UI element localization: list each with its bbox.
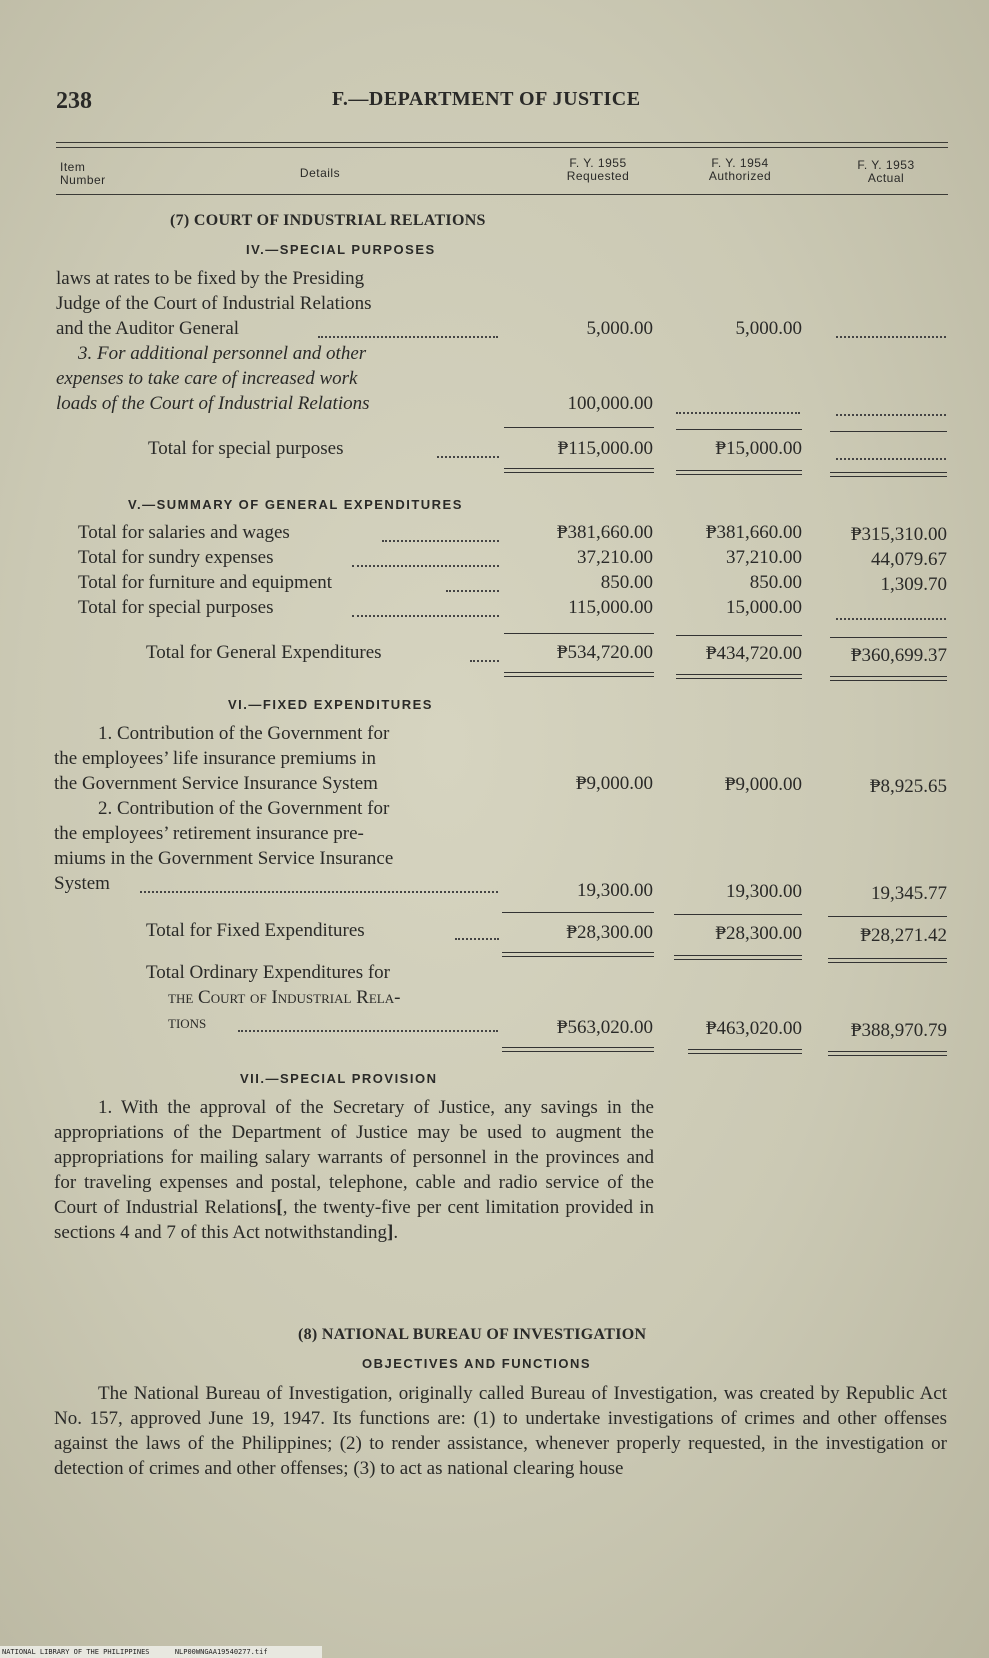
double-rule — [828, 958, 947, 963]
col-fy1953-label: Actual — [867, 171, 905, 185]
col-item-line1: Item — [60, 160, 86, 174]
sum-rule — [504, 633, 654, 634]
special-provision-main: 1. With the approval of the Secretary of Justice, any savings in the appropriations of the Department of Justice may be used to augment the appropriations for mailing salary warrants of personnel in the provinces and for traveling expenses and postal, telephone, cable and radio service of the Court of Industrial Relations — [54, 1097, 654, 1218]
double-rule — [674, 955, 802, 960]
header-rule-top-2 — [56, 147, 948, 148]
summary-row-4-1955: 115,000.00 — [568, 597, 653, 618]
leader-dots — [238, 1030, 498, 1032]
fixed-heading: VI.—FIXED EXPENDITURES — [228, 697, 433, 712]
col-details: Details — [299, 166, 341, 180]
fixed-item2-line-1: 2. Contribution of the Government for — [98, 798, 390, 819]
summary-heading: V.—SUMMARY OF GENERAL EXPENDITURES — [128, 497, 463, 512]
fixed-item2-line-4: System — [54, 873, 110, 894]
sum-rule — [502, 912, 654, 913]
special-provision-bracketed: , the twenty-five per cent limitation provided in sections 4 and 7 of this Act notwithstanding — [54, 1197, 654, 1243]
sum-rule — [504, 427, 654, 428]
leader-dots — [352, 565, 499, 567]
col-fy1954 — [690, 157, 790, 183]
page-header — [56, 88, 946, 128]
fixed-item1-1955: ₱9,000.00 — [575, 773, 653, 794]
ordinary-label-2: the Court of Industrial Rela- — [168, 987, 401, 1008]
summary-row-4-label: Total for special purposes — [78, 597, 274, 618]
ordinary-label-1: Total Ordinary Expenditures for — [146, 962, 391, 983]
double-rule — [502, 1047, 654, 1052]
leader-dots — [470, 660, 499, 662]
col-item-number — [60, 161, 140, 187]
summary-row-1-1955: ₱381,660.00 — [556, 522, 653, 543]
fixed-item1-1954: ₱9,000.00 — [724, 774, 802, 795]
nbi-title: (8) NATIONAL BUREAU OF INVESTIGATION — [298, 1326, 647, 1343]
leader-dots — [140, 891, 498, 893]
header-rule-top — [56, 142, 948, 143]
sum-rule — [674, 914, 802, 915]
ordinary-1954: ₱463,020.00 — [705, 1018, 802, 1039]
header-rule-bottom — [56, 194, 948, 195]
scan-footer — [0, 1646, 322, 1658]
col-fy1955 — [548, 157, 648, 183]
sp-total-1954: ₱15,000.00 — [715, 438, 802, 459]
footer-code: NLP00WNGAA19540277.tif — [174, 1648, 268, 1656]
summary-total-label: Total for General Expenditures — [146, 642, 382, 663]
summary-row-3-label: Total for furniture and equipment — [78, 572, 333, 593]
fixed-total-1955: ₱28,300.00 — [566, 922, 653, 943]
fixed-item2-line-2: the employees’ retirement insurance pre- — [54, 823, 364, 844]
summary-total-1955: ₱534,720.00 — [556, 642, 653, 663]
double-rule — [676, 674, 802, 679]
summary-row-1-label: Total for salaries and wages — [78, 522, 290, 543]
summary-row-3-1954: 850.00 — [749, 572, 802, 593]
summary-total-1954: ₱434,720.00 — [705, 643, 802, 664]
col-fy1954-label: Authorized — [708, 169, 772, 183]
fixed-item2-line-3: miums in the Government Service Insurance — [54, 848, 394, 869]
fixed-total-label: Total for Fixed Expenditures — [146, 920, 365, 941]
summary-row-4-1954: 15,000.00 — [726, 597, 802, 618]
double-rule — [828, 1051, 947, 1056]
sp-total-label: Total for special purposes — [148, 438, 344, 459]
double-rule — [830, 676, 947, 681]
fixed-total-1954: ₱28,300.00 — [715, 923, 802, 944]
fixed-item2-1953: 19,345.77 — [871, 883, 947, 904]
page-number: 238 — [56, 88, 92, 114]
col-fy1955-label: Requested — [566, 169, 630, 183]
summary-row-1-1954: ₱381,660.00 — [705, 522, 802, 543]
special-provision-end: . — [393, 1222, 399, 1243]
sp-item3-line-1: 3. For additional personnel and other — [78, 343, 367, 364]
summary-total-1953: ₱360,699.37 — [850, 645, 947, 666]
ordinary-1955: ₱563,020.00 — [556, 1017, 653, 1038]
leader-dots — [437, 456, 499, 458]
sp-item3-1954-blank — [676, 412, 800, 414]
fixed-item2-1954: 19,300.00 — [726, 881, 802, 902]
court-title: (7) COURT OF INDUSTRIAL RELATIONS — [170, 212, 486, 229]
col-fy1953 — [836, 159, 936, 185]
col-item-line2: Number — [60, 173, 106, 187]
double-rule — [688, 1049, 802, 1054]
double-rule — [830, 472, 947, 477]
double-rule — [676, 470, 802, 475]
sp-item3-line-2: expenses to take care of increased work — [56, 368, 358, 389]
sp-line-2: Judge of the Court of Industrial Relations — [56, 293, 372, 314]
leader-dots — [352, 615, 499, 617]
special-provision-heading: VII.—SPECIAL PROVISION — [240, 1071, 438, 1086]
col-fy1955-year: F. Y. 1955 — [569, 156, 627, 170]
summary-row-4-1953-blank — [836, 618, 946, 620]
leader-dots — [382, 540, 499, 542]
summary-row-2-1953: 44,079.67 — [871, 549, 947, 570]
ordinary-label-3: tions — [168, 1012, 207, 1033]
sp-line-1: laws at rates to be fixed by the Presiding — [56, 268, 365, 289]
sum-rule — [676, 429, 802, 430]
fixed-item1-1953: ₱8,925.65 — [869, 776, 947, 797]
fixed-item2-1955: 19,300.00 — [577, 880, 653, 901]
double-rule — [504, 672, 654, 677]
col-fy1953-year: F. Y. 1953 — [857, 158, 915, 172]
nbi-paragraph: The National Bureau of Investigation, originally called Bureau of Investigation, was created by Republic Act No. 157, approved June 19, 1947. Its functions are: (1) to undertake investigations of crimes and other offenses against the laws of the Philippines; (2) to render assistance, whenever properly requested, in the investigation or detection of crimes and other offenses; (3) to act as national clearing house — [54, 1383, 947, 1479]
sp-line-3: and the Auditor General — [56, 318, 240, 339]
sp-item3-1955: 100,000.00 — [567, 393, 653, 414]
summary-row-2-1955: 37,210.00 — [577, 547, 653, 568]
sp-item3-1953-blank — [836, 414, 946, 416]
summary-row-2-label: Total for sundry expenses — [78, 547, 274, 568]
sp-total-1955: ₱115,000.00 — [557, 438, 653, 459]
double-rule — [502, 952, 654, 957]
special-provision-text — [54, 1095, 654, 1245]
bracket-open: [ — [276, 1197, 283, 1218]
summary-row-3-1955: 850.00 — [600, 572, 653, 593]
special-purposes-heading: IV.—SPECIAL PURPOSES — [246, 242, 436, 257]
sp-item1-1955: 5,000.00 — [586, 318, 653, 339]
col-fy1954-year: F. Y. 1954 — [711, 156, 769, 170]
bracket-close: ] — [387, 1222, 394, 1243]
sum-rule — [830, 637, 947, 638]
leader-dots — [318, 336, 498, 338]
summary-row-2-1954: 37,210.00 — [726, 547, 802, 568]
fixed-item1-line-2: the employees’ life insurance premiums in — [54, 748, 377, 769]
leader-dots — [446, 590, 499, 592]
fixed-item1-line-3: the Government Service Insurance System — [54, 773, 378, 794]
department-title: F.—DEPARTMENT OF JUSTICE — [332, 88, 641, 110]
summary-row-3-1953: 1,309.70 — [880, 574, 947, 595]
footer-library: NATIONAL LIBRARY OF THE PHILIPPINES — [2, 1648, 150, 1656]
fixed-total-1953: ₱28,271.42 — [860, 925, 947, 946]
sp-item1-1953-blank — [836, 336, 946, 338]
summary-row-1-1953: ₱315,310.00 — [850, 524, 947, 545]
sp-item1-1954: 5,000.00 — [735, 318, 802, 339]
ordinary-1953: ₱388,970.79 — [850, 1020, 947, 1041]
sum-rule — [828, 916, 947, 917]
sp-item3-line-3: loads of the Court of Industrial Relations — [56, 393, 370, 414]
double-rule — [504, 468, 654, 473]
sum-rule — [676, 635, 802, 636]
fixed-item1-line-1: 1. Contribution of the Government for — [98, 723, 390, 744]
nbi-subheading: OBJECTIVES AND FUNCTIONS — [362, 1356, 592, 1371]
leader-dots — [455, 938, 499, 940]
sum-rule — [830, 431, 947, 432]
sp-total-1953-blank — [836, 458, 946, 460]
